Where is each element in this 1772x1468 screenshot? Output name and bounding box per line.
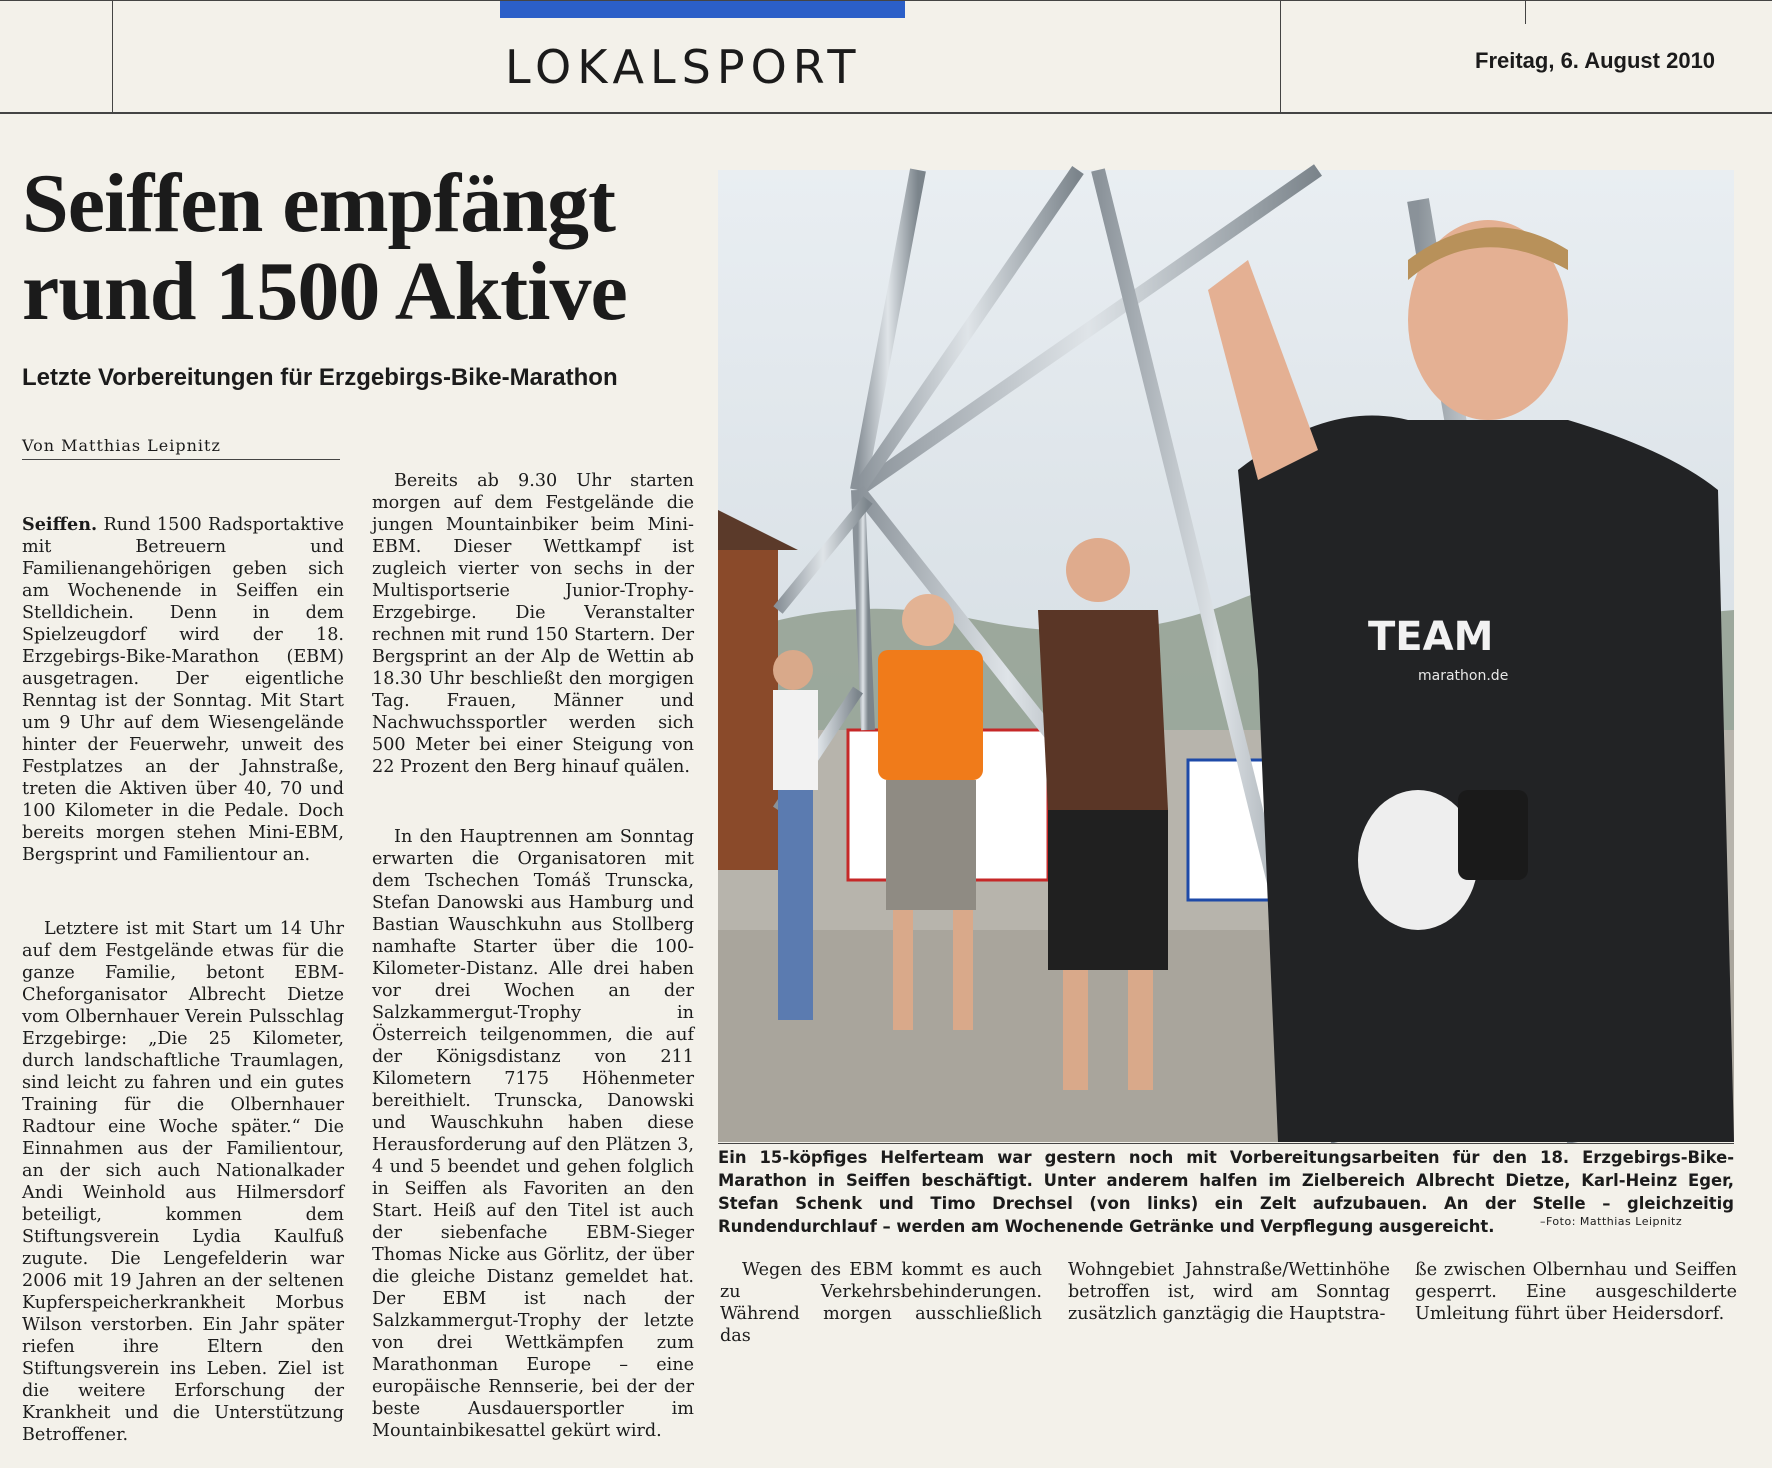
column-1-paragraph-1 bbox=[22, 514, 350, 866]
issue-date: Freitag, 6. August 2010 bbox=[1475, 48, 1716, 73]
subheadline: Letzte Vorbereitungen für Erzgebirgs-Bike-Marathon bbox=[22, 364, 618, 391]
photo-caption: Ein 15-köpfiges Helferteam war gestern noch mit Vorbereitungsarbeiten für den 18. Erzgebirgs-Bike-Marathon in Seiffen beschäftigt. Unter anderem halfen im Zielbereich Albrecht Dietze, Karl-Heinz Eger, Stefan Schenk und Timo Drechsel (von links) ein Zelt aufzubauen. An der Stelle – gleichzeitig Rundendurchlauf – werden am Wochenende Getränke und Verpflegung ausgereicht. bbox=[718, 1148, 1734, 1236]
column-1-text-1: Rund 1500 Radsportaktive mit Betreuern und Familienangehörigen geben sich am Wochenende in Seiffen ein Stelldichein. Denn in dem Spielzeugdorf wird der 18. Erzgebirgs-Bike-Marathon (EBM) ausgetragen. Der eigentliche Renntag ist der Sonntag. Mit Start um 9 Uhr auf dem Wiesengelände hinter der Feuerwehr, unweit des Festplatzes an der Jahnstraße, treten die Aktiven über 40, 70 und 100 Kilometer in die Pedale. Doch bereits morgen stehen Mini-EBM, Bergsprint und Familientour an. bbox=[22, 515, 350, 865]
section-color-bar bbox=[500, 0, 905, 18]
bottom-column-1: Wegen des EBM kommt es auch zu Verkehrsbehinderungen. Während morgen ausschließlich das bbox=[720, 1260, 1048, 1346]
byline: Von Matthias Leipnitz bbox=[22, 436, 340, 460]
column-1-paragraph-2: Letztere ist mit Start um 14 Uhr auf dem Festgelände etwas für die ganze Familie, betont EBM-Cheforganisator Albrecht Dietze vom Olbernhauer Verein Pulsschlag Erzgebirge: „Die 25 Kilometer, durch landschaftliche Traumlagen, sind leicht zu fahren und ein gutes Training für die Olbernhauer Radtour eine Woche später.“ Die Einnahmen aus der Familientour, an der sich auch Nationalkader Andi Weinhold aus Hilmersdorf beteiligt, kommen dem Stiftungsverein Lydia Kaulfuß zugute. Die Lengefelderin war 2006 mit 19 Jahren an der seltenen Kupferspeicherkrankheit Morbus Wilson verstorben. Ein Jahr später riefen ihre Eltern den Stiftungsverein ins Leben. Ziel ist die weitere Erforschung der Krankheit und die Unterstützung Betroffener. bbox=[22, 919, 350, 1445]
header-bottom-rule bbox=[0, 112, 1772, 114]
section-title: LOKALSPORT bbox=[505, 40, 862, 94]
top-rule bbox=[0, 0, 1772, 1]
headline-line-2: rund 1500 Aktive bbox=[22, 245, 627, 338]
bottom-column-3: ße zwischen Olbernhau und Seiffen gesperrt. Eine ausgeschilderte Umleitung führt über Heidersdorf. bbox=[1415, 1260, 1743, 1324]
photo-illustration bbox=[718, 170, 1734, 1142]
headline bbox=[22, 157, 722, 338]
dateline-place: Seiffen. bbox=[22, 514, 98, 535]
article-photo bbox=[718, 170, 1734, 1142]
header-divider-left bbox=[112, 0, 113, 112]
column-2-paragraph-2: In den Hauptrennen am Sonntag erwarten die Organisatoren mit dem Tschechen Tomáš Trunscka, Stefan Danowski aus Hamburg und Bastian Wauschkuhn aus Stollberg namhafte Starter über die 100-Kilometer-Distanz. Alle drei haben vor drei Wochen an der Salzkammergut-Trophy in Österreich teilgenommen, die auf der Königsdistanz von 211 Kilometern 7175 Höhenmeter bereithielt. Trunscka, Danowski und Wauschkuhn haben diese Herausforderung auf den Plätzen 3, 4 und 5 beendet und gehen folglich in Seiffen als Favoriten an den Start. Heiß auf den Titel ist auch der siebenfache EBM-Sieger Thomas Nicke aus Görlitz, der über die gleiche Distanz gemeldet hat. Der EBM ist nach der Salzkammergut-Trophy der letzte von drei Wettkämpfen zum Marathonman Europe – eine europäische Rennserie, bei der der beste Ausdauersportler im Mountainbikesattel gekürt wird. bbox=[372, 827, 700, 1441]
photo-credit: –Foto: Matthias Leipnitz bbox=[1540, 1215, 1683, 1228]
photo-bottom-rule bbox=[718, 1143, 1734, 1144]
article-column-2 bbox=[372, 426, 700, 1441]
header-divider-right bbox=[1280, 0, 1281, 112]
headline-line-1: Seiffen empfängt bbox=[22, 157, 615, 250]
article-column-1 bbox=[22, 470, 350, 1445]
column-2-paragraph-1: Bereits ab 9.30 Uhr starten morgen auf dem Festgelände die jungen Mountainbiker beim Mini-EBM. Dieser Wettkampf ist zugleich vierter von sechs in der Multisportserie Junior-Trophy-Erzgebirge. Die Veranstalter rechnen mit rund 150 Startern. Der Bergsprint an der Alp de Wettin ab 18.30 Uhr beschließt den morgigen Tag. Frauen, Männer und Nachwuchssportler werden sich 500 Meter bei einer Steigung von 22 Prozent den Berg hinauf quälen. bbox=[372, 471, 700, 777]
shirt-print: TEAM bbox=[1368, 614, 1494, 660]
bottom-column-2: Wohngebiet Jahnstraße/Wettinhöhe betroffen ist, wird am Sonntag zusätzlich ganztägig die Hauptstra- bbox=[1068, 1260, 1396, 1324]
shirt-url: marathon.de bbox=[1418, 668, 1509, 684]
header-tick bbox=[1525, 0, 1526, 24]
